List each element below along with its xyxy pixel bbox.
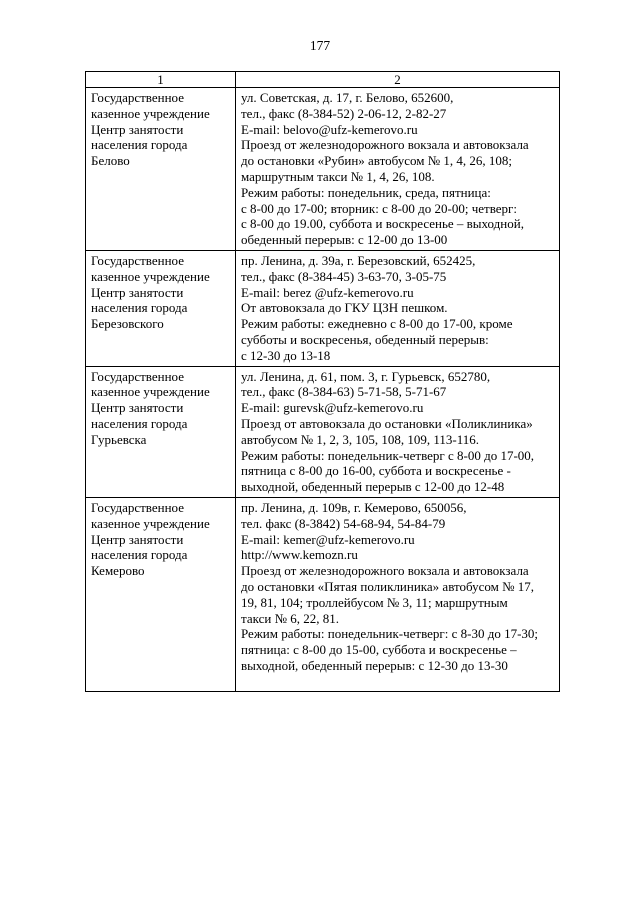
details-line: тел. факс (8-3842) 54-68-94, 54-84-79 [241, 515, 446, 531]
details-cell [236, 366, 560, 497]
details-line: субботы и воскресенья, обеденный перерыв: [241, 331, 489, 347]
employment-centers-table [85, 71, 560, 692]
details-line: с 12-30 до 13-18 [241, 347, 331, 363]
details-line: Проезд от железнодорожного вокзала и автовокзала [241, 563, 529, 579]
details-line: пятница: с 8-00 до 15-00, суббота и воскресенье – [241, 642, 517, 658]
details-line: От автовокзала до ГКУ ЦЗН пешком. [241, 300, 448, 316]
institution-name-line: Центр занятости [91, 284, 184, 300]
details-line: тел., факс (8-384-63) 5-71-58, 5-71-67 [241, 384, 447, 400]
institution-name-line: населения города [91, 137, 188, 153]
institution-name-line: Государственное [91, 368, 184, 384]
details-cell [236, 250, 560, 366]
institution-name-line: Кемерово [91, 563, 145, 579]
details-line: пятница с 8-00 до 16-00, суббота и воскресенье - [241, 463, 511, 479]
institution-name-line: Гурьевска [91, 431, 147, 447]
details-line: Режим работы: понедельник, среда, пятница: [241, 184, 491, 200]
table-row [86, 88, 560, 251]
details-line: выходной, обеденный перерыв с 12-00 до 12-48 [241, 479, 505, 495]
details-line: Проезд от автовокзала до остановки «Поликлиника» [241, 415, 533, 431]
details-cell [236, 88, 560, 251]
institution-name-line: Центр занятости [91, 531, 184, 547]
details-line: с 8-00 до 19.00, суббота и воскресенье – выходной, [241, 216, 524, 232]
details-line: маршрутным такси № 1, 4, 26, 108. [241, 168, 435, 184]
details-line: тел., факс (8-384-52) 2-06-12, 2-82-27 [241, 105, 447, 121]
institution-name-line: населения города [91, 415, 188, 431]
details-line: с 8-00 до 17-00; вторник: с 8-00 до 20-00; четверг: [241, 200, 517, 216]
details-line: тел., факс (8-384-45) 3-63-70, 3-05-75 [241, 268, 447, 284]
table-row [86, 250, 560, 366]
institution-name-line: Центр занятости [91, 121, 184, 137]
institution-name-line: населения города [91, 300, 188, 316]
details-line: выходной, обеденный перерыв: с 12-30 до 13-30 [241, 657, 508, 673]
details-line: E-mail: kemer@ufz-kemerovo.ru [241, 531, 415, 547]
table-row [86, 497, 560, 692]
institution-cell [86, 250, 236, 366]
details-line: http://www.kemozn.ru [241, 547, 358, 563]
institution-name-line: казенное учреждение [91, 515, 210, 531]
institution-name-line: Березовского [91, 316, 164, 332]
details-line: до остановки «Рубин» автобусом № 1, 4, 26, 108; [241, 153, 513, 169]
details-line: пр. Ленина, д. 109в, г. Кемерово, 650056, [241, 499, 467, 515]
details-line: такси № 6, 22, 81. [241, 610, 339, 626]
institution-name-line: Государственное [91, 499, 184, 515]
institution-name-line: населения города [91, 547, 188, 563]
details-line: ул. Советская, д. 17, г. Белово, 652600, [241, 90, 454, 105]
institution-cell [86, 88, 236, 251]
details-line: автобусом № 1, 2, 3, 105, 108, 109, 113-116. [241, 431, 479, 447]
page-number: 177 [309, 38, 331, 53]
details-line: E-mail: gurevsk@ufz-kemerovo.ru [241, 400, 424, 416]
institution-name-line: Белово [91, 153, 130, 169]
column-header-1: 1 [86, 72, 236, 88]
institution-cell [86, 366, 236, 497]
details-line: 19, 81, 104; троллейбусом № 3, 11; маршрутным [241, 594, 508, 610]
institution-name-line: Государственное [91, 90, 184, 105]
details-line: обеденный перерыв: с 12-00 до 13-00 [241, 232, 448, 248]
institution-name-line: казенное учреждение [91, 268, 210, 284]
details-line: E-mail: berez @ufz-kemerovo.ru [241, 284, 414, 300]
details-line: пр. Ленина, д. 39а, г. Березовский, 652425, [241, 252, 476, 268]
details-line: E-mail: belovo@ufz-kemerovo.ru [241, 121, 418, 137]
details-line [241, 674, 555, 690]
details-cell [236, 497, 560, 692]
details-line: до остановки «Пятая поликлиника» автобусом № 17, [241, 578, 535, 594]
table-header-row [86, 72, 560, 88]
institution-name-line: Центр занятости [91, 400, 184, 416]
institution-name-line: казенное учреждение [91, 105, 210, 121]
details-line: Режим работы: понедельник-четверг с 8-00 до 17-00, [241, 447, 535, 463]
details-line: Проезд от железнодорожного вокзала и автовокзала [241, 137, 529, 153]
details-line: Режим работы: понедельник-четверг: с 8-30 до 17-30; [241, 626, 539, 642]
details-line: Режим работы: ежедневно с 8-00 до 17-00, кроме [241, 316, 513, 332]
institution-name-line: казенное учреждение [91, 384, 210, 400]
column-header-2: 2 [236, 72, 560, 88]
institution-cell [86, 497, 236, 692]
table-row [86, 366, 560, 497]
institution-name-line: Государственное [91, 252, 184, 268]
details-line: ул. Ленина, д. 61, пом. 3, г. Гурьевск, 652780, [241, 368, 491, 384]
